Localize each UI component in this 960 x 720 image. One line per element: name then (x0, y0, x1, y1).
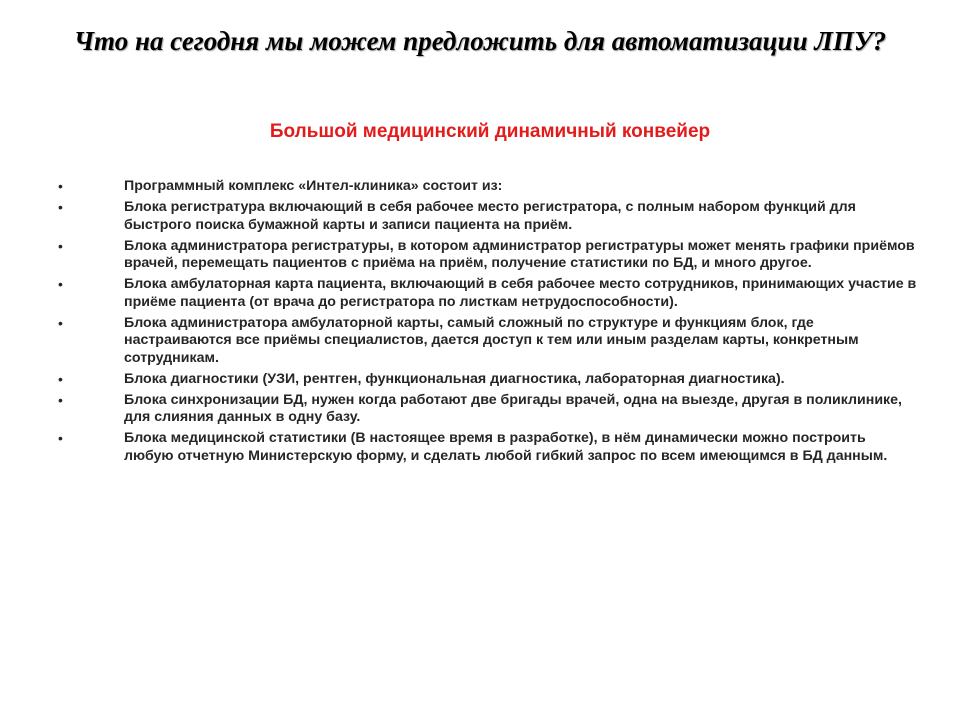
bullet-icon: • (58, 391, 63, 408)
bullet-icon: • (58, 314, 63, 331)
list-item-text: Блока регистратура включающий в себя рабочее место регистратора, с полным набором функций для быстрого поиска бумажной карты и записи пациента на приём. (124, 199, 856, 233)
list-item (58, 199, 918, 234)
bullet-icon: • (58, 370, 63, 387)
list-item-text: Блока синхронизации БД, нужен когда работают две бригады врачей, одна на выезде, другая в поликлинике, для слияния данных в одну базу. (124, 391, 902, 425)
list-item-text: Программный комплекс «Интел-клиника» состоит из: (124, 178, 503, 194)
list-item (58, 315, 918, 368)
list-item-text: Блока амбулаторная карта пациента, включающий в себя рабочее место сотрудников, принимающих участие в приёме пациента (от врача до регистратора по листкам нетрудоспособности). (124, 276, 917, 310)
bullet-icon: • (58, 178, 63, 194)
bullet-icon: • (58, 430, 63, 446)
bullet-icon: • (58, 237, 63, 254)
list-item-text: Блока администратора регистратуры, в котором администратор регистратуры может менять графики приёмов врачей, перемещать пациентов с приёма на приём, получение статистики по БД, и много другое. (124, 237, 915, 271)
list-item (58, 371, 918, 389)
bullet-list (58, 178, 918, 469)
list-item-text: Блока медицинской статистики (В настоящее время в разработке), в нём динамически можно построить любую отчетную Министерскую форму, и сделать любой гибкий запрос по всем имеющимся в БД данным. (124, 430, 888, 464)
slide-subtitle: Большой медицинский динамичный конвейер (269, 121, 711, 142)
list-item-text: Блока диагностики (УЗИ, рентген, функциональная диагностика, лабораторная диагностика). (124, 370, 785, 387)
list-item (58, 430, 918, 465)
bullet-icon: • (58, 276, 63, 292)
list-item-text: Блока администратора амбулаторной карты, самый сложный по структуре и функциям блок, где настраиваются все приёмы специалистов, дается доступ к тем или иным разделам карты, конкретным сотрудникам. (124, 314, 859, 366)
list-item (58, 276, 918, 311)
list-item (58, 238, 918, 273)
list-item (58, 392, 918, 427)
bullet-icon: • (58, 199, 63, 215)
slide-title: Что на сегодня мы можем предложить для автоматизации ЛПУ? (73, 26, 887, 56)
list-item (58, 178, 918, 196)
